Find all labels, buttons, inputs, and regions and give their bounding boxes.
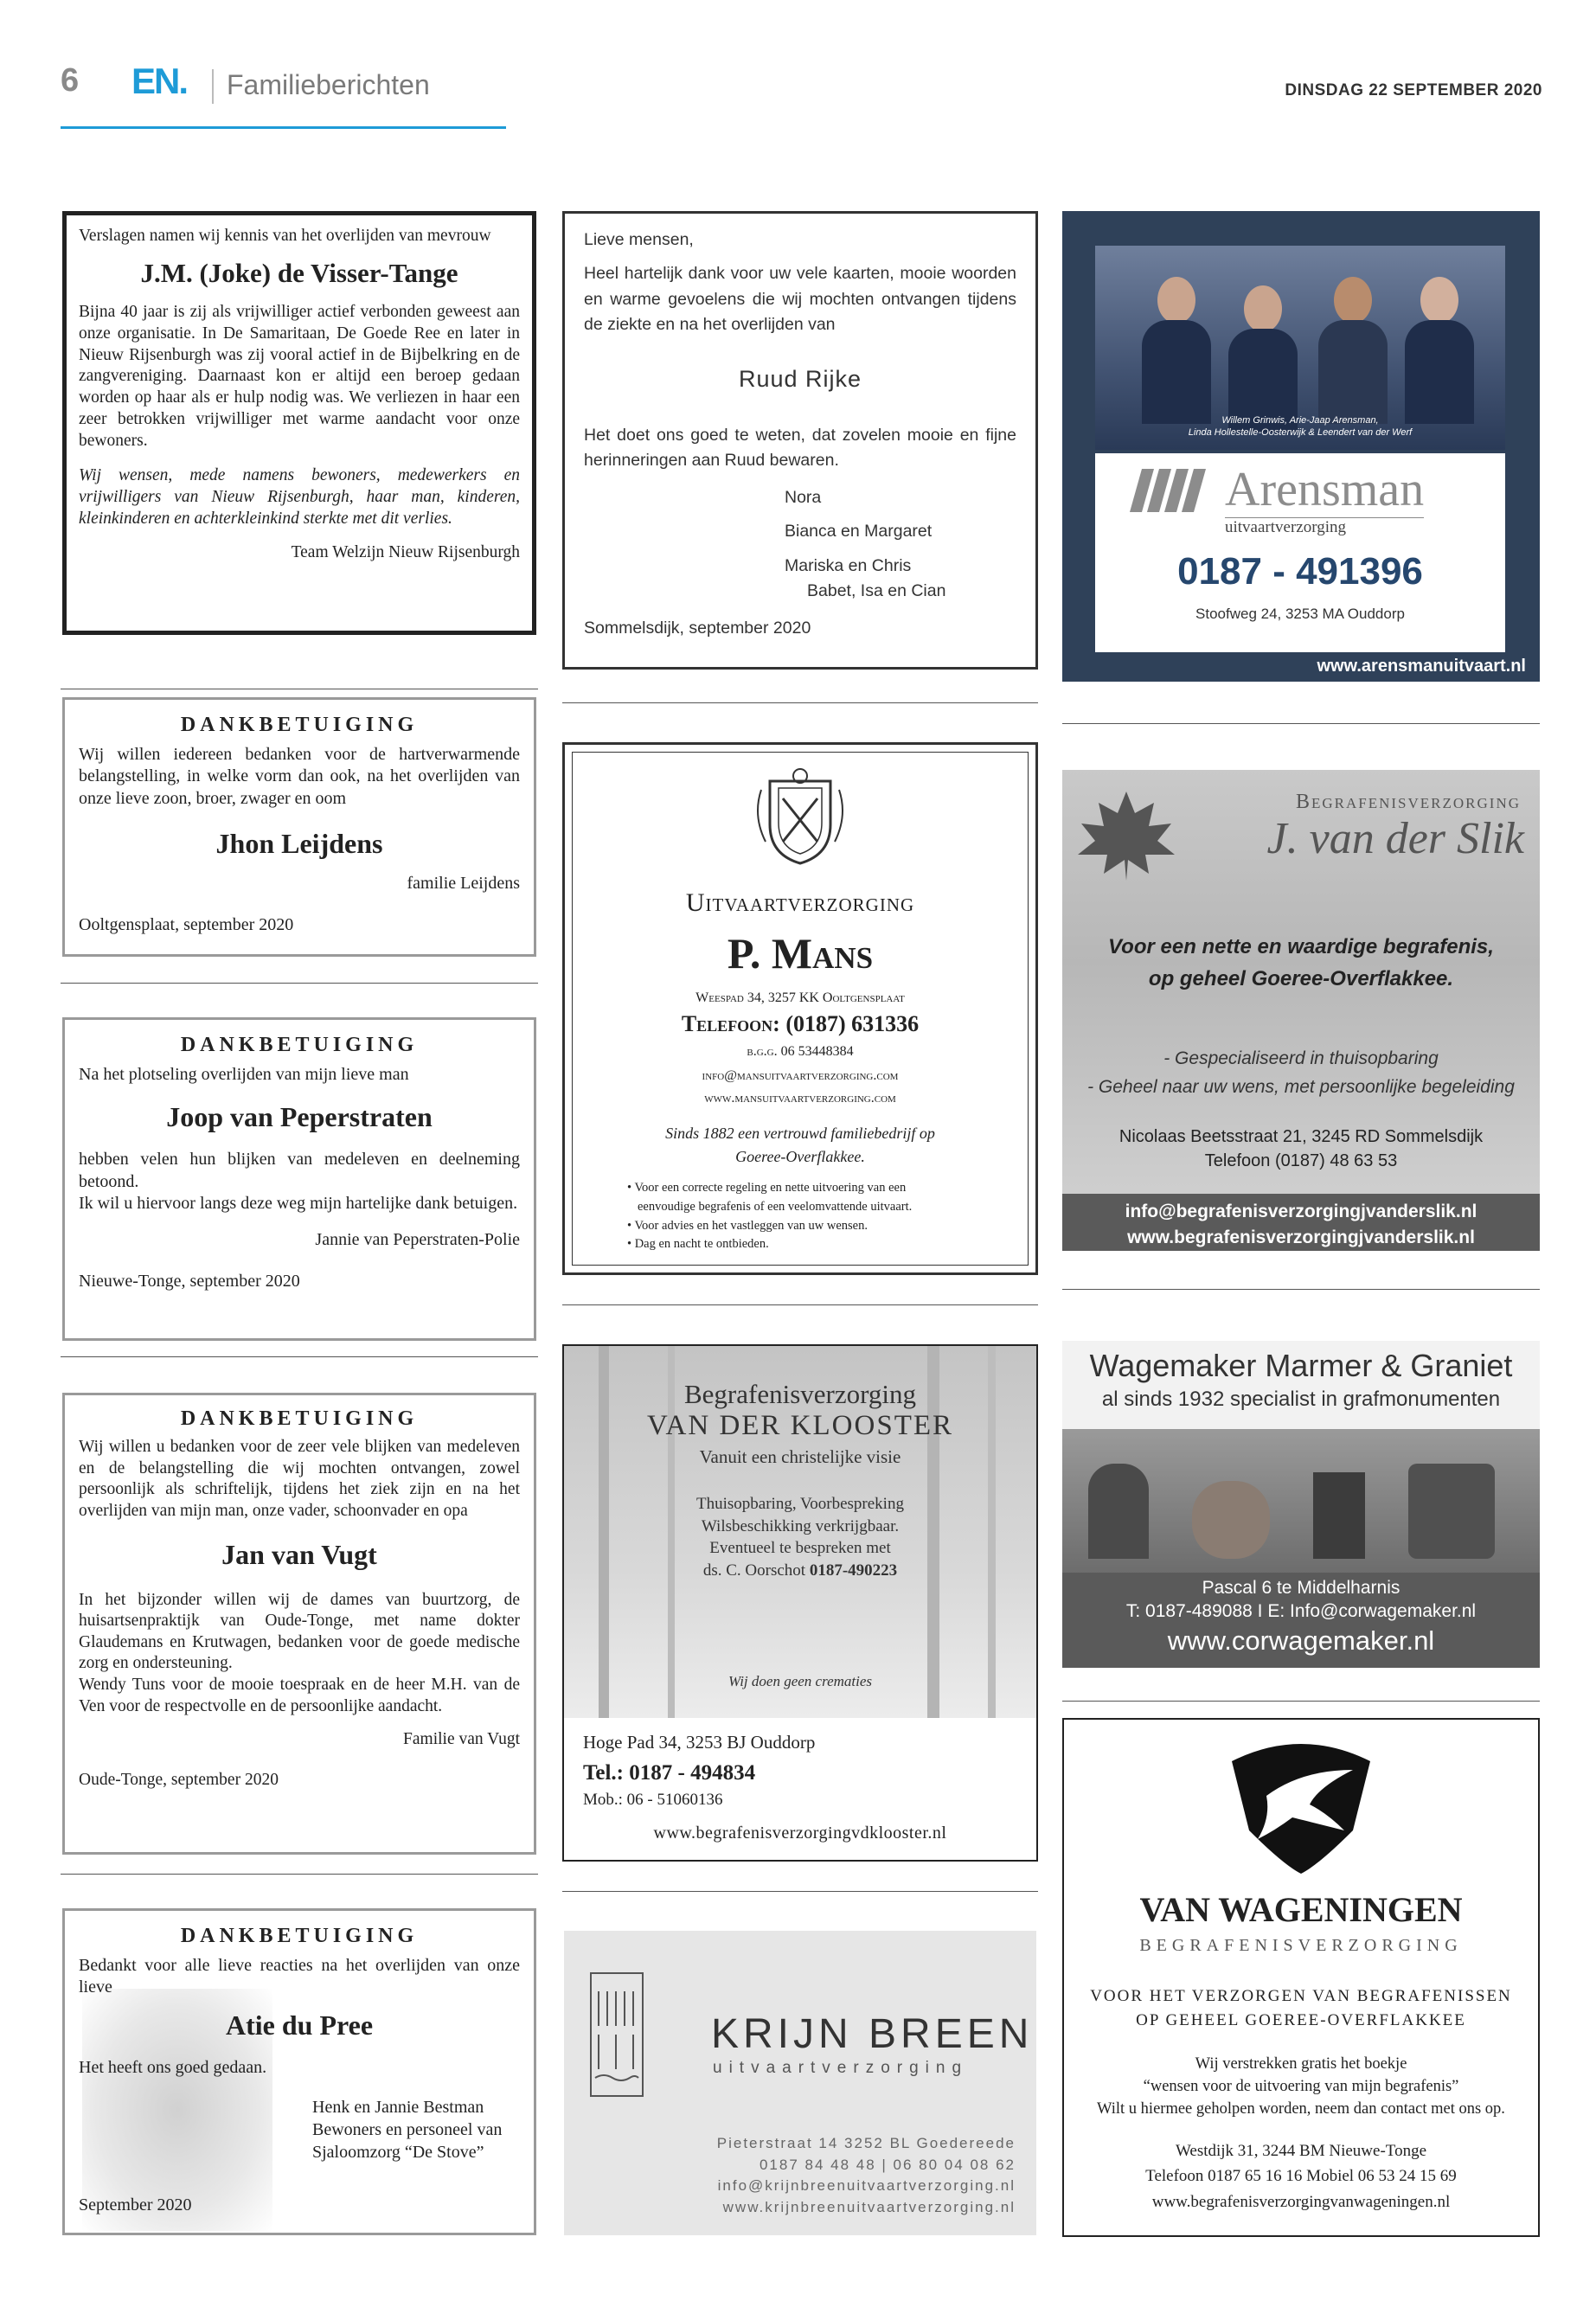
- obituary-intro: Verslagen namen wij kennis van het overlijden van mevrouw: [79, 227, 491, 245]
- thanks-peperstraten: [62, 1017, 536, 1341]
- phone-alt: b.g.g. 06 53448384: [747, 1044, 854, 1059]
- brand-name: KRIJN BREEN: [711, 2011, 1034, 2057]
- service-line: VOOR HET VERZORGEN VAN BEGRAFENISSEN: [1090, 1987, 1512, 2005]
- obituary-body: Bijna 40 jaar is zij als vrijwilliger actief verbonden geweest aan onze organisatie. In De Samaritaan, De Goede Ree en later in Nieuw Rijsenburgh was zij vooral actief in de Bijbelkring en de zangvereniging. Daarnaast kon er altijd een beroep gedaan worden op haar als er hulp nodig was. We verliezen in haar een zeer betrokken vrijwilliger met warme aandacht voor onze bewoners.: [79, 303, 520, 450]
- deceased-name: J.M. (Joke) de Visser-Tange: [140, 257, 458, 288]
- phone-email: T: 0187-489088 I E: Info@corwagemaker.nl: [1125, 1601, 1477, 1622]
- tagline-line: op geheel Goeree-Overflakkee.: [1148, 967, 1454, 991]
- notice-body: Wendy Tuns voor de mooie toespraak en de heer M.H. van de Ven voor de respectvolle en de persoonlijke aandacht.: [79, 1676, 520, 1715]
- service-item: eenvoudige begrafenis of een veelomvattende uitvaart.: [638, 1199, 913, 1214]
- ad-van-wageningen: [1062, 1718, 1540, 2237]
- family-line: Babet, Isa en Cian: [807, 580, 946, 600]
- thanks-leijdens: [62, 697, 536, 957]
- phone-number: 0187 84 48 48 | 06 80 04 08 62: [759, 2156, 1016, 2173]
- separator: [562, 1891, 1038, 1892]
- ad-offer: [1064, 2054, 1538, 2121]
- dove-logo-icon: [1223, 1735, 1379, 1874]
- person-figure: [1405, 277, 1474, 424]
- separator: [1062, 723, 1540, 724]
- place-date: Oude-Tonge, september 2020: [79, 1770, 279, 1789]
- notice-heading: DANKBETUIGING: [180, 714, 419, 736]
- slogan-line: Goeree-Overflakkee.: [735, 1148, 865, 1165]
- ad-panel: [1095, 453, 1505, 652]
- brand-sub: BEGRAFENISVERZORGING: [1139, 1936, 1463, 1955]
- family-line: Nora: [785, 488, 822, 507]
- separator: [61, 1874, 538, 1875]
- ad-contact: [1064, 2138, 1538, 2214]
- brand-name: Arensman: [1225, 463, 1425, 516]
- family-line: Bianca en Margaret: [785, 522, 933, 542]
- ad-title-panel: [1062, 1341, 1540, 1429]
- service-item: • Voor advies en het vastleggen van uw wensen.: [627, 1218, 868, 1233]
- crest-icon: [565, 764, 1035, 872]
- service-line: Wilsbeschikking verkrijgbaar.: [701, 1516, 900, 1535]
- section-title: Familieberichten: [227, 69, 430, 100]
- ad-service: [1064, 1984, 1538, 2032]
- notice-body: Wij willen u bedanken voor de zeer vele blijken van medeleven en de belangstelling die wij mochten ontvangen, zowel persoonlijk als schriftelijk, tijdens het ziek zijn en na het overlijden van mijn man, onze vader, schoonvader en opa: [79, 1438, 520, 1520]
- service-text: Voor een correcte regeling en nette uitvoering van een: [634, 1181, 907, 1195]
- ad-features: [1062, 1045, 1540, 1101]
- feature-line: - Geheel naar uw wens, met persoonlijke begeleiding: [1087, 1076, 1515, 1097]
- monuments-image: [1062, 1429, 1540, 1573]
- person-figure: [1228, 285, 1298, 433]
- thanks-van-vugt: [62, 1393, 536, 1855]
- obituary-sign: Team Welzijn Nieuw Rijsenburgh: [291, 542, 520, 561]
- phone-number: Telefoon 0187 65 16 16 Mobiel 06 53 24 15 69: [1145, 2167, 1457, 2186]
- brand-name: Wagemaker Marmer & Graniet: [1089, 1348, 1513, 1383]
- deceased-name: Jhon Leijdens: [215, 827, 383, 859]
- contact-phone: 0187-490223: [809, 1561, 898, 1580]
- notice-heading: DANKBETUIGING: [180, 1034, 419, 1056]
- address: Stoofweg 24, 3253 MA Ouddorp: [1195, 606, 1405, 622]
- thanks-text: Heel hartelijk dank voor uw vele kaarten, mooie woorden en warme gevoelens die wij mochten ontvangen tijdens de ziekte en na het overlijden van: [584, 264, 1016, 334]
- feature-line: - Gespecialiseerd in thuisopbaring: [1163, 1048, 1439, 1068]
- ad-van-der-klooster: [562, 1344, 1038, 1862]
- notice-intro: Na het plotseling overlijden van mijn lieve man: [79, 1064, 409, 1084]
- mobile-number: Mob.: 06 - 51060136: [583, 1791, 723, 1809]
- website-link[interactable]: www.corwagemaker.nl: [1167, 1625, 1435, 1656]
- separator: [562, 702, 1038, 703]
- address: Pieterstraat 14 3252 BL Goedereede: [716, 2135, 1016, 2151]
- thanks-body: Het doet ons goed te weten, dat zovelen mooie en fijne herinneringen aan Ruud bewaren.: [584, 425, 1016, 470]
- phone-number: Telefoon (0187) 48 63 53: [1204, 1151, 1398, 1170]
- slogan: [565, 1122, 1035, 1169]
- service-item: • Voor een correcte regeling en nette uitvoering van een: [627, 1181, 907, 1195]
- contact-name: ds. C. Oorschot: [702, 1561, 810, 1580]
- separator: [61, 1356, 538, 1357]
- ad-contact: [717, 2133, 1016, 2219]
- notice-sign: Familie van Vugt: [403, 1730, 520, 1749]
- website-link[interactable]: www.begrafenisverzorgingjvanderslik.nl: [1127, 1227, 1475, 1248]
- notice-line: Het heeft ons goed gedaan.: [79, 2057, 267, 2077]
- krijn-breen-logo-icon: [590, 1972, 644, 2097]
- header-rule: [61, 126, 506, 129]
- website-link[interactable]: www.begrafenisverzorgingvanwageningen.nl: [1151, 2192, 1451, 2211]
- brand-name: VAN WAGENINGEN: [1139, 1890, 1463, 1929]
- page-number: 6: [61, 62, 80, 99]
- brand-sub: uitvaartverzorging: [1225, 517, 1424, 537]
- sign-line: Henk en Jannie Bestman: [312, 2098, 484, 2118]
- notice-sign: Jannie van Peperstraten-Polie: [315, 1230, 520, 1250]
- person-figure: [1318, 277, 1388, 424]
- family-names: [584, 485, 1016, 604]
- brand-name: P. Mans: [727, 929, 874, 977]
- ad-title: Begrafenisverzorging: [1295, 791, 1521, 813]
- newspaper-logo: EN.: [131, 61, 188, 101]
- address: Nicolaas Beetsstraat 21, 3245 RD Sommelsdijk: [1118, 1127, 1484, 1146]
- address: Pascal 6 te Middelharnis: [1202, 1578, 1401, 1598]
- website-link[interactable]: www.krijnbreenuitvaartverzorging.nl: [722, 2198, 1016, 2215]
- brand-name: VAN DER KLOOSTER: [646, 1410, 954, 1441]
- place-date: Sommelsdijk, september 2020: [584, 619, 811, 638]
- place-date: September 2020: [79, 2195, 192, 2215]
- deceased-name: Jan van Vugt: [221, 1539, 377, 1571]
- brand-sub: uitvaartverzorging: [713, 2059, 969, 2077]
- separator: [1062, 1701, 1540, 1702]
- website-link[interactable]: www.begrafenisverzorgingvdklooster.nl: [653, 1823, 947, 1843]
- ad-title: Uitvaartverzorging: [685, 888, 915, 917]
- slogan-line: Sinds 1882 een vertrouwd familiebedrijf op: [665, 1125, 935, 1142]
- ad-arensman: [1062, 211, 1540, 682]
- notice-sign: familie Leijdens: [407, 874, 520, 894]
- service-text: Voor advies en het vastleggen van uw wensen.: [634, 1218, 868, 1233]
- email-link[interactable]: info@krijnbreenuitvaartverzorging.nl: [717, 2177, 1016, 2195]
- caption-line: Linda Hollestelle-Oosterwijk & Leendert van der Werf: [1188, 426, 1413, 438]
- address: Hoge Pad 34, 3253 BJ Ouddorp: [583, 1732, 816, 1753]
- photo-caption: [1095, 415, 1505, 439]
- service-item: • Dag en nacht te ontbieden.: [627, 1237, 769, 1252]
- service-text: Dag en nacht te ontbieden.: [634, 1237, 769, 1252]
- ad-note: Wij doen geen crematies: [727, 1673, 872, 1689]
- service-line: [564, 1560, 1036, 1582]
- phone-number: 0187 - 491396: [1177, 550, 1423, 593]
- email-link[interactable]: info@mansuitvaartverzorging.com: [702, 1068, 899, 1083]
- deceased-name: Ruud Rijke: [738, 366, 862, 392]
- ad-tagline: [1062, 931, 1540, 995]
- address: Weespad 34, 3257 KK Ooltgensplaat: [695, 990, 905, 1005]
- notice-sign: [79, 2096, 520, 2163]
- ad-footer: [1062, 1194, 1540, 1251]
- obituary-visser-tange: [62, 211, 536, 635]
- notice-body: Wij willen iedereen bedanken voor de hartverwarmende belangstelling, in welke vorm dan ook, na het overlijden van onze lieve zoon, broer, zwager en oom: [79, 744, 520, 808]
- notice-body: Ik wil u hiervoor langs deze weg mijn hartelijke dank betuigen.: [79, 1194, 518, 1214]
- service-list: [564, 1493, 1036, 1582]
- service-line: OP GEHEEL GOEREE-OVERFLAKKEE: [1136, 2010, 1466, 2029]
- tagline-line: Voor een nette en waardige begrafenis,: [1108, 935, 1494, 958]
- deceased-name: Joop van Peperstraten: [166, 1101, 433, 1133]
- thanks-du-pree: [62, 1908, 536, 2235]
- caption-line: Willem Grinwis, Arie-Jaap Arensman,: [1221, 415, 1379, 426]
- service-line: Eventueel te bespreken met: [709, 1539, 891, 1558]
- ad-title: Begrafenisverzorging: [684, 1379, 916, 1409]
- notice-body: In het bijzonder willen wij de dames van buurtzorg, de huisartsenpraktijk van Oude-Tonge, met name dokter Glaudemans en Krutwagen, bedanken voor de goede medische zorg en ondersteuning.: [79, 1590, 520, 1673]
- issue-date: DINSDAG 22 SEPTEMBER 2020: [1285, 81, 1542, 99]
- separator: [562, 1304, 1038, 1305]
- greeting: Lieve mensen,: [584, 230, 694, 249]
- phone-number: Tel.: 0187 - 494834: [583, 1761, 756, 1785]
- thanks-rijke: [562, 211, 1038, 670]
- email-link[interactable]: info@begrafenisverzorgingjvanderslik.nl: [1125, 1202, 1477, 1221]
- place-date: Nieuwe-Tonge, september 2020: [79, 1271, 300, 1291]
- family-line: Mariska en Chris: [785, 555, 912, 575]
- ad-subtitle: al sinds 1932 specialist in grafmonumenten: [1101, 1388, 1501, 1411]
- offer-line: Wilt u hiermee geholpen worden, neem dan contact met ons op.: [1097, 2099, 1505, 2118]
- ad-wagemaker: [1062, 1341, 1540, 1668]
- offer-line: Wij verstrekken gratis het boekje: [1195, 2055, 1407, 2073]
- deceased-name: Atie du Pree: [225, 2009, 374, 2041]
- notice-heading: DANKBETUIGING: [180, 1407, 419, 1430]
- ad-contact: [1062, 1576, 1540, 1658]
- sign-line: Bewoners en personeel van: [312, 2120, 503, 2140]
- ad-van-der-slik: [1062, 770, 1540, 1251]
- arensman-logo-icon: [1130, 469, 1208, 512]
- phone-number: Telefoon: (0187) 631336: [681, 1011, 920, 1036]
- place-date: Ooltgensplaat, september 2020: [79, 915, 294, 935]
- ad-contact: [1062, 1125, 1540, 1173]
- notice-body: hebben velen hun blijken van medeleven en deelneming betoond.: [79, 1150, 520, 1191]
- header-divider: [212, 69, 214, 104]
- person-figure: [1142, 277, 1211, 424]
- ad-mans: [562, 742, 1038, 1275]
- separator: [1062, 1289, 1540, 1290]
- address: Westdijk 31, 3244 BM Nieuwe-Tonge: [1175, 2142, 1427, 2160]
- notice-body: Bedankt voor alle lieve reacties na het overlijden van onze lieve: [79, 1955, 520, 1997]
- separator: [61, 983, 538, 984]
- sign-line: Sjaloomzorg “De Stove”: [312, 2143, 484, 2163]
- service-line: Thuisopbaring, Voorbespreking: [696, 1495, 904, 1513]
- ad-krijn-breen: [564, 1931, 1036, 2235]
- obituary-wish: Wij wensen, mede namens bewoners, medewerkers en vrijwilligers van Nieuw Rijsenburgh, haar man, kinderen, kleinkinderen en achterkleinkind sterkte met dit verlies.: [79, 466, 520, 528]
- offer-line: “wensen voor de uitvoering van mijn begrafenis”: [1143, 2077, 1459, 2095]
- notice-heading: DANKBETUIGING: [180, 1925, 419, 1947]
- website-link[interactable]: www.mansuitvaartverzorging.com: [704, 1091, 896, 1106]
- ad-subtitle: Vanuit een christelijke visie: [699, 1446, 901, 1467]
- website-link[interactable]: www.arensmanuitvaart.nl: [1317, 657, 1526, 676]
- maple-leaf-icon: [1074, 787, 1178, 882]
- service-list: [627, 1179, 1001, 1254]
- brand-name: J. van der Slik: [1266, 814, 1524, 863]
